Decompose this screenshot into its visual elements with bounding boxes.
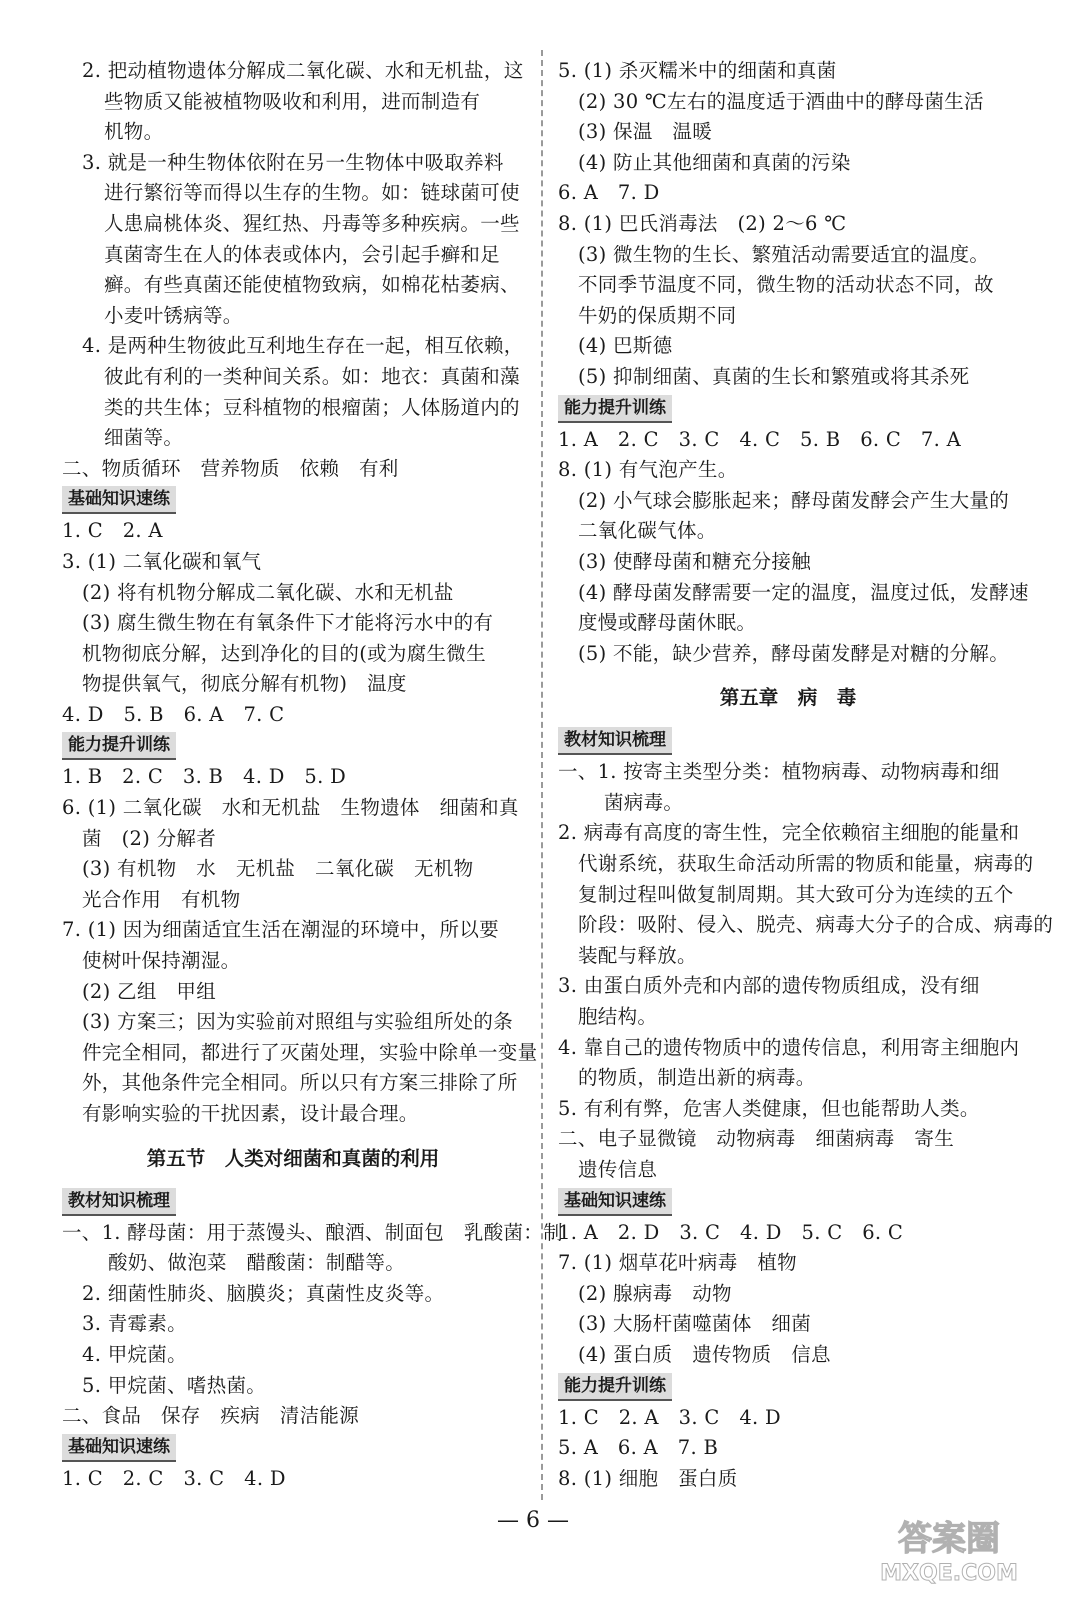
text-line: 代谢系统，获取生命活动所需的物质和能量，病毒的 (578, 852, 1034, 876)
text-line: 3. 由蛋白质外壳和内部的遗传物质组成，没有细 (558, 974, 980, 998)
text-line: 一、1. 按寄主类型分类：植物病毒、动物病毒和细 (558, 760, 1000, 784)
text-line: 2. 细菌性肺炎、脑膜炎；真菌性皮炎等。 (82, 1281, 445, 1305)
text-line: (2) 腺病毒 动物 (578, 1281, 732, 1305)
section-header (62, 1188, 524, 1216)
text-line: (4) 巴斯德 (578, 334, 673, 358)
text-line: 装配与释放。 (578, 943, 697, 967)
section-header-label: 教材知识梳理 (62, 1188, 176, 1216)
chapter-title: 第五章 病 毒 (719, 686, 857, 710)
text-line: 7. (1) 因为细菌适宜生活在潮湿的环境中，所以要 (62, 918, 499, 942)
text-line: 的物质，制造出新的病毒。 (578, 1066, 816, 1090)
text-line: (3) 方案三；因为实验前对照组与实验组所处的条 (82, 1010, 514, 1034)
text-line: 二、物质循环 营养物质 依赖 有利 (62, 456, 399, 480)
section-header-label: 能力提升训练 (558, 1373, 672, 1401)
text-line: 4. 甲烷菌。 (82, 1342, 187, 1366)
text-line: (2) 将有机物分解成二氧化碳、水和无机盐 (82, 580, 454, 604)
text-line: 有影响实验的干扰因素，设计最合理。 (82, 1102, 419, 1125)
text-line: 牛奶的保质期不同 (578, 303, 737, 327)
text-line: 机物彻底分解，达到净化的目的(或为腐生微生 (82, 641, 486, 665)
answer-line: 1. C 2. C 3. C 4. D (62, 1466, 286, 1490)
section-header (558, 395, 1018, 423)
text-line: 光合作用 有机物 (82, 887, 241, 911)
text-line: (3) 大肠杆菌噬菌体 细菌 (578, 1312, 812, 1336)
answer-line: 1. C 2. A 3. C 4. D (558, 1405, 781, 1429)
text-line: (3) 使酵母菌和糖充分接触 (578, 549, 812, 573)
text-line: 8. (1) 细胞 蛋白质 (558, 1466, 738, 1490)
text-line: 件完全相同，都进行了灭菌处理，实验中除单一变量 (82, 1040, 538, 1064)
right-column (558, 56, 1054, 1494)
text-line: 5. 甲烷菌、嗜热菌。 (82, 1373, 267, 1397)
text-line: 机物。 (104, 120, 164, 144)
answer-line: 6. A 7. D (558, 181, 660, 205)
text-line: 真菌寄生在人的体表或体内，会引起手癣和足 (104, 242, 501, 266)
text-line: 一、1. 酵母菌：用于蒸馒头、酿酒、制面包 乳酸菌：制 (62, 1220, 563, 1244)
text-line: 3. 就是一种生物体依附在另一生物体中吸取养料 (82, 150, 504, 174)
watermark-logo (874, 1510, 1024, 1590)
answer-line: 4. D 5. B 6. A 7. C (62, 702, 285, 726)
answer-line: 1. A 2. C 3. C 4. C 5. B 6. C 7. A (558, 427, 961, 451)
answer-line: 5. A 6. A 7. B (558, 1436, 719, 1460)
column-divider (541, 50, 543, 1500)
section-header (62, 486, 524, 514)
section-header-label: 基础知识速练 (62, 486, 176, 514)
watermark-top-text: 答案圈 (898, 1519, 1000, 1559)
text-line: (5) 不能，缺少营养，酵母菌发酵是对糖的分解。 (578, 641, 1010, 665)
text-line: 复制过程叫做复制周期。其大致可分为连续的五个 (578, 882, 1014, 906)
text-line: (4) 防止其他细菌和真菌的污染 (578, 150, 851, 174)
text-line: 物提供氧气，彻底分解有机物) 温度 (82, 672, 407, 696)
text-line: (2) 乙组 甲组 (82, 979, 217, 1003)
text-line: (3) 腐生微生物在有氧条件下才能将污水中的有 (82, 611, 494, 635)
answer-line: 1. A 2. D 3. C 4. D 5. C 6. C (558, 1220, 904, 1244)
text-line: 8. (1) 有气泡产生。 (558, 458, 738, 482)
text-line: (3) 保温 温暖 (578, 120, 713, 144)
text-line: 二、食品 保存 疾病 清洁能源 (62, 1404, 360, 1428)
section-header (558, 727, 1018, 755)
answer-line: 1. B 2. C 3. B 4. D 5. D (62, 765, 347, 789)
section-header-label: 能力提升训练 (62, 732, 176, 760)
text-line: 癣。有些真菌还能使植物致病，如棉花枯萎病、 (104, 273, 520, 297)
text-line: 人患扁桃体炎、猩红热、丹毒等多种疾病。一些 (104, 211, 520, 235)
text-line: (3) 微生物的生长、繁殖活动需要适宜的温度。 (578, 242, 990, 266)
page-number: — 6 — (497, 1508, 569, 1533)
text-line: 3. (1) 二氧化碳和氧气 (62, 549, 262, 573)
text-line: 8. (1) 巴氏消毒法 (2) 2～6 ℃ (558, 211, 847, 235)
text-line: 彼此有利的一类种间关系。如：地衣：真菌和藻 (104, 364, 520, 388)
text-line: 外，其他条件完全相同。所以只有方案三排除了所 (82, 1071, 518, 1095)
text-line: 酸奶、做泡菜 醋酸菌：制醋等。 (108, 1251, 406, 1275)
text-line: 7. (1) 烟草花叶病毒 植物 (558, 1251, 797, 1275)
section-header (558, 1373, 1018, 1401)
text-line: 5. (1) 杀灭糯米中的细菌和真菌 (558, 59, 837, 82)
text-line: 2. 把动植物遗体分解成二氧化碳、水和无机盐，这 (82, 59, 524, 82)
text-line: 菌 (2) 分解者 (82, 826, 217, 850)
text-line: 4. 是两种生物彼此互利地生存在一起，相互依赖， (82, 334, 524, 358)
text-line: 细菌等。 (104, 426, 184, 450)
text-line: 度慢或酵母菌休眠。 (578, 611, 757, 635)
text-line: 进行繁衍等而得以生存的生物。如：链球菌可使 (104, 181, 520, 205)
text-line: 4. 靠自己的遗传物质中的遗传信息，利用寄主细胞内 (558, 1035, 1020, 1059)
text-line: 胞结构。 (578, 1005, 658, 1029)
text-line: (4) 蛋白质 遗传物质 信息 (578, 1342, 831, 1366)
section-header (62, 1434, 524, 1462)
text-line: (2) 30 ℃左右的温度适于酒曲中的酵母菌生活 (578, 89, 984, 113)
section-header-label: 教材知识梳理 (558, 727, 672, 755)
text-line: 6. (1) 二氧化碳 水和无机盐 生物遗体 细菌和真 (62, 796, 519, 820)
watermark-bottom-text: MXQE.COM (880, 1561, 1018, 1586)
text-line: 小麦叶锈病等。 (104, 303, 243, 327)
left-column (62, 56, 563, 1494)
section-header-label: 基础知识速练 (558, 1188, 672, 1216)
section-header (62, 732, 524, 760)
text-line: 3. 青霉素。 (82, 1312, 187, 1336)
text-line: (5) 抑制细菌、真菌的生长和繁殖或将其杀死 (578, 364, 970, 388)
text-line: 菌病毒。 (604, 790, 684, 814)
text-line: (4) 酵母菌发酵需要一定的温度，温度过低，发酵速 (578, 580, 1029, 604)
text-line: 阶段：吸附、侵入、脱壳、病毒大分子的合成、病毒的 (578, 913, 1054, 937)
text-line: 二氧化碳气体。 (578, 519, 717, 543)
answer-line: 1. C 2. A (62, 519, 163, 543)
text-line: 些物质又能被植物吸收和利用，进而制造有 (104, 89, 481, 113)
text-line: 类的共生体；豆科植物的根瘤菌；人体肠道内的 (104, 395, 520, 419)
text-line: 使树叶保持潮湿。 (82, 949, 241, 973)
section-header-label: 能力提升训练 (558, 395, 672, 423)
text-line: (3) 有机物 水 无机盐 二氧化碳 无机物 (82, 857, 474, 881)
text-line: 不同季节温度不同，微生物的活动状态不同，故 (578, 273, 994, 297)
section-header-label: 基础知识速练 (62, 1434, 176, 1462)
text-line: (2) 小气球会膨胀起来；酵母菌发酵会产生大量的 (578, 488, 1010, 512)
section-header (558, 1188, 1018, 1216)
text-line: 2. 病毒有高度的寄生性，完全依赖宿主细胞的能量和 (558, 821, 1020, 845)
text-line: 5. 有利有弊，危害人类健康，但也能帮助人类。 (558, 1096, 980, 1120)
text-line: 遗传信息 (578, 1158, 658, 1181)
section-title: 第五节 人类对细菌和真菌的利用 (146, 1146, 440, 1170)
text-line: 二、电子显微镜 动物病毒 细菌病毒 寄生 (558, 1127, 955, 1151)
